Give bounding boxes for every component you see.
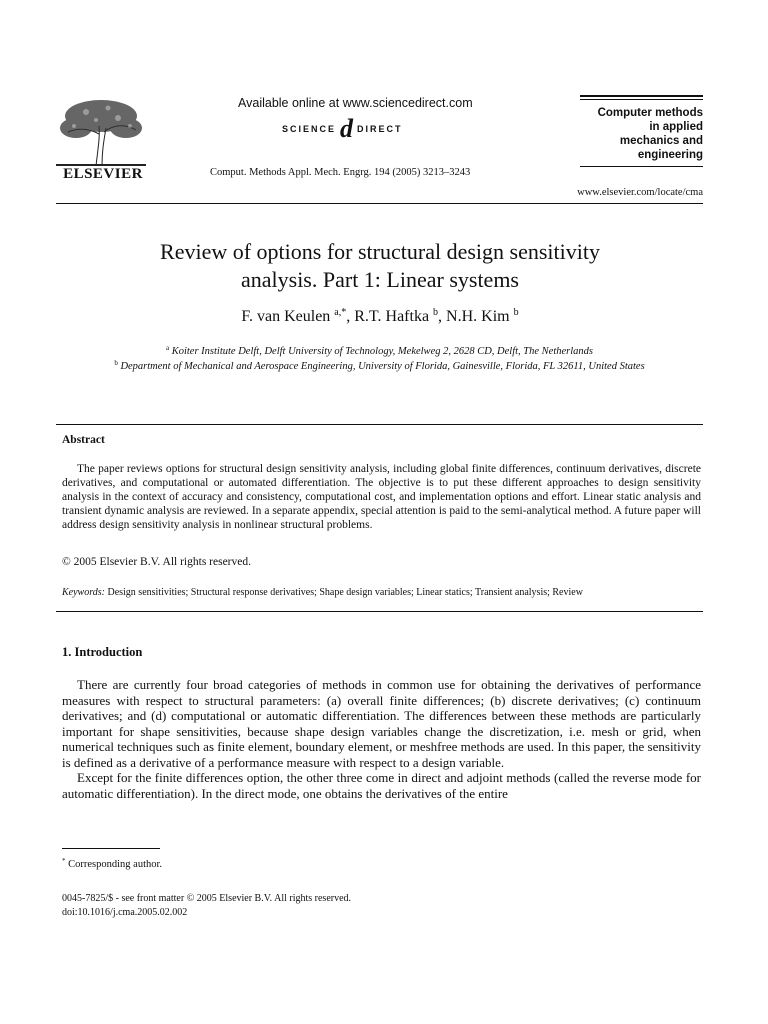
- title-line-2: analysis. Part 1: Linear systems: [240, 267, 519, 292]
- journal-title: [580, 102, 703, 166]
- title-line-1: Review of options for structural design sensitivity: [160, 239, 600, 264]
- publisher-name: ELSEVIER: [63, 166, 143, 182]
- header-divider: [56, 203, 703, 204]
- affiliation-b: [56, 359, 703, 372]
- sciencedirect-d-icon: d: [340, 114, 354, 143]
- footnote-text: Corresponding author.: [68, 859, 163, 870]
- paragraph: There are currently four broad categories of methods in common use for obtaining the derivatives of performance measures with respect to structural parameters: (a) overall finite differences; (b) discrete derivatives; (c) continuum derivatives; and (d) computational or automatic differentiation. The differences between these methods are particularly important for shape sensitivities, because shape design variables change the discretization, i.e. mesh or grid, when numerical techniques such as finite element, boundary element, or meshfree methods are used. In this paper, the sensitivity is defined as a derivative of a performance measure with respect to a design variable.: [62, 677, 701, 770]
- abstract-body: [62, 462, 701, 532]
- journal-rule-top: [580, 95, 703, 97]
- abstract-text: The paper reviews options for structural design sensitivity analysis, including global finite differences, continuum derivatives, discrete derivatives, and computational or automated differentiation. The objective is to put these different approaches to design sensitivity analysis in the context of accuracy and consistency, computational cost, and implementation options and effort. Linear static analysis and transient dynamic analysis are reviewed. In a separate appendix, special attention is paid to the semi-analytical method. A future paper will address design sensitivity analysis in nonlinear structural problems.: [62, 463, 701, 531]
- keywords-label: Keywords:: [62, 587, 105, 598]
- article-title: [80, 238, 680, 294]
- abstract-top-rule: [56, 424, 703, 425]
- abstract-bottom-rule: [56, 611, 703, 612]
- affiliation-a: [56, 344, 703, 357]
- sciencedirect-right: DIRECT: [357, 124, 403, 134]
- journal-rule-bottom: [580, 166, 703, 167]
- author-name: F. van Keulen: [241, 308, 331, 325]
- affiliation-mark: a: [165, 344, 170, 352]
- section-heading: 1. Introduction: [62, 645, 143, 659]
- keywords: [62, 587, 701, 598]
- journal-reference: Comput. Methods Appl. Mech. Engrg. 194 (2005) 3213–3243: [210, 167, 471, 178]
- keywords-text: Design sensitivities; Structural response derivatives; Shape design variables; Linear statics; Transient analysis; Review: [107, 587, 583, 598]
- journal-url[interactable]: www.elsevier.com/locate/cma: [577, 187, 703, 198]
- footnote: [62, 857, 162, 870]
- available-online-text: Available online at www.sciencedirect.com: [238, 96, 473, 110]
- publication-info: [62, 892, 351, 920]
- sciencedirect-logo: [282, 116, 403, 142]
- sciencedirect-left: SCIENCE: [282, 124, 337, 134]
- author-list: F. van Keulen $^{a,*}$, R.T. Haftka $^b$, N.H. Kim $^b$: [241, 307, 519, 325]
- author-affiliation-mark[interactable]: b: [513, 307, 519, 318]
- author-affiliation-mark[interactable]: b: [433, 307, 439, 318]
- journal-rule-second: [580, 99, 703, 100]
- journal-title-line: in applied: [649, 121, 703, 133]
- journal-title-line: mechanics and: [619, 135, 703, 147]
- author-affiliation-mark[interactable]: a,*: [334, 307, 347, 318]
- author-name: R.T. Haftka: [354, 308, 430, 325]
- journal-title-line: engineering: [637, 149, 703, 161]
- doi-line[interactable]: doi:10.1016/j.cma.2005.02.002: [62, 907, 188, 918]
- journal-title-line: Computer methods: [597, 107, 703, 119]
- footnote-rule: [62, 848, 160, 849]
- journal-title-box: [580, 95, 703, 169]
- issn-line: 0045-7825/$ - see front matter © 2005 Elsevier B.V. All rights reserved.: [62, 893, 352, 904]
- affiliation-mark: b: [114, 359, 118, 367]
- section-body: [62, 677, 701, 801]
- footnote-mark: *: [62, 857, 66, 865]
- author-name: N.H. Kim: [446, 308, 510, 325]
- abstract-copyright: © 2005 Elsevier B.V. All rights reserved.: [62, 556, 251, 568]
- paragraph: Except for the finite differences option, the other three come in direct and adjoint methods (called the reverse mode for automatic differentiation). In the direct mode, one obtains the derivatives of the entire: [62, 770, 701, 801]
- affiliation-text: Department of Mechanical and Aerospace Engineering, University of Florida, Gainesville, Florida, FL 32611, United States: [120, 361, 645, 372]
- abstract-heading: Abstract: [62, 434, 105, 446]
- affiliation-text: Koiter Institute Delft, Delft University of Technology, Mekelweg 2, 2628 CD, Delft, The Netherlands: [171, 346, 594, 357]
